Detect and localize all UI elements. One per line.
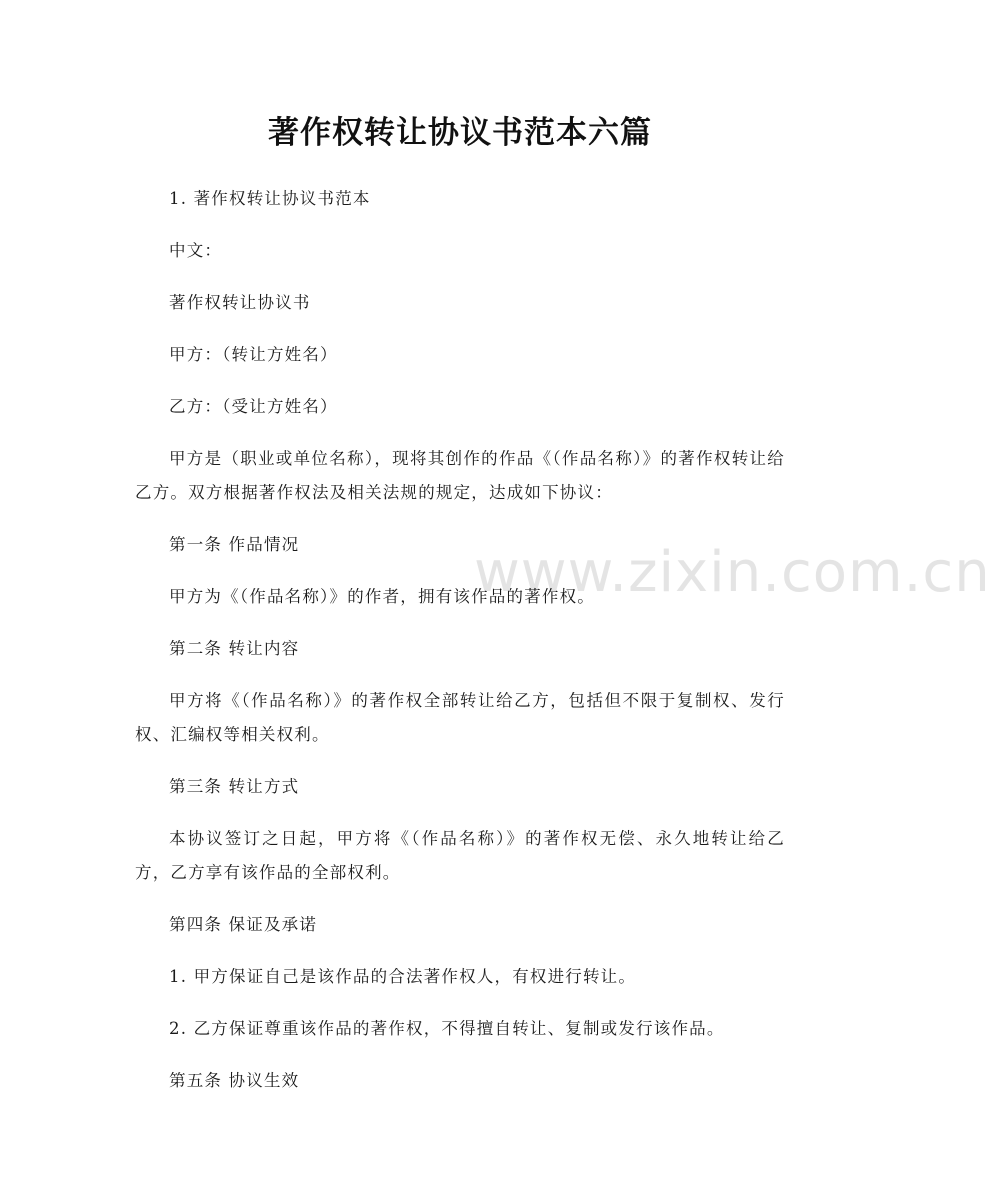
paragraph-party-b: 乙方：（受让方姓名） xyxy=(169,397,338,416)
document-body xyxy=(135,182,785,1116)
paragraph-article-2-body: 甲方将《（作品名称）》的著作权全部转让给乙方，包括但不限于复制权、发行权、汇编权等相关权利。 xyxy=(135,691,785,744)
paragraph-party-a: 甲方：（转让方姓名） xyxy=(169,345,338,364)
paragraph-article-3-body: 本协议签订之日起，甲方将《（作品名称）》的著作权无偿、永久地转让给乙方，乙方享有该作品的全部权利。 xyxy=(135,829,785,882)
paragraph-article-1-body: 甲方为《（作品名称）》的作者，拥有该作品的著作权。 xyxy=(169,587,595,606)
paragraph-section-heading: 1. 著作权转让协议书范本 xyxy=(169,189,371,208)
paragraph-language-label: 中文： xyxy=(169,241,223,260)
paragraph-article-4-item-1: 1. 甲方保证自己是该作品的合法著作权人，有权进行转让。 xyxy=(169,967,637,986)
paragraph-agreement-name: 著作权转让协议书 xyxy=(169,293,311,312)
document-title: 著作权转让协议书范本六篇 xyxy=(268,115,652,151)
paragraph-preamble: 甲方是（职业或单位名称），现将其创作的作品《（作品名称）》的著作权转让给乙方。双方根据著作权法及相关法规的规定，达成如下协议： xyxy=(135,449,785,502)
paragraph-article-5-heading: 第五条 协议生效 xyxy=(169,1071,300,1090)
paragraph-article-3-heading: 第三条 转让方式 xyxy=(169,777,300,796)
paragraph-article-2-heading: 第二条 转让内容 xyxy=(169,639,300,658)
watermark-text: www.zixin.com.cn xyxy=(474,540,991,605)
paragraph-article-4-heading: 第四条 保证及承诺 xyxy=(169,915,318,934)
paragraph-article-4-item-2: 2. 乙方保证尊重该作品的著作权，不得擅自转让、复制或发行该作品。 xyxy=(169,1019,725,1038)
paragraph-article-1-heading: 第一条 作品情况 xyxy=(169,535,300,554)
